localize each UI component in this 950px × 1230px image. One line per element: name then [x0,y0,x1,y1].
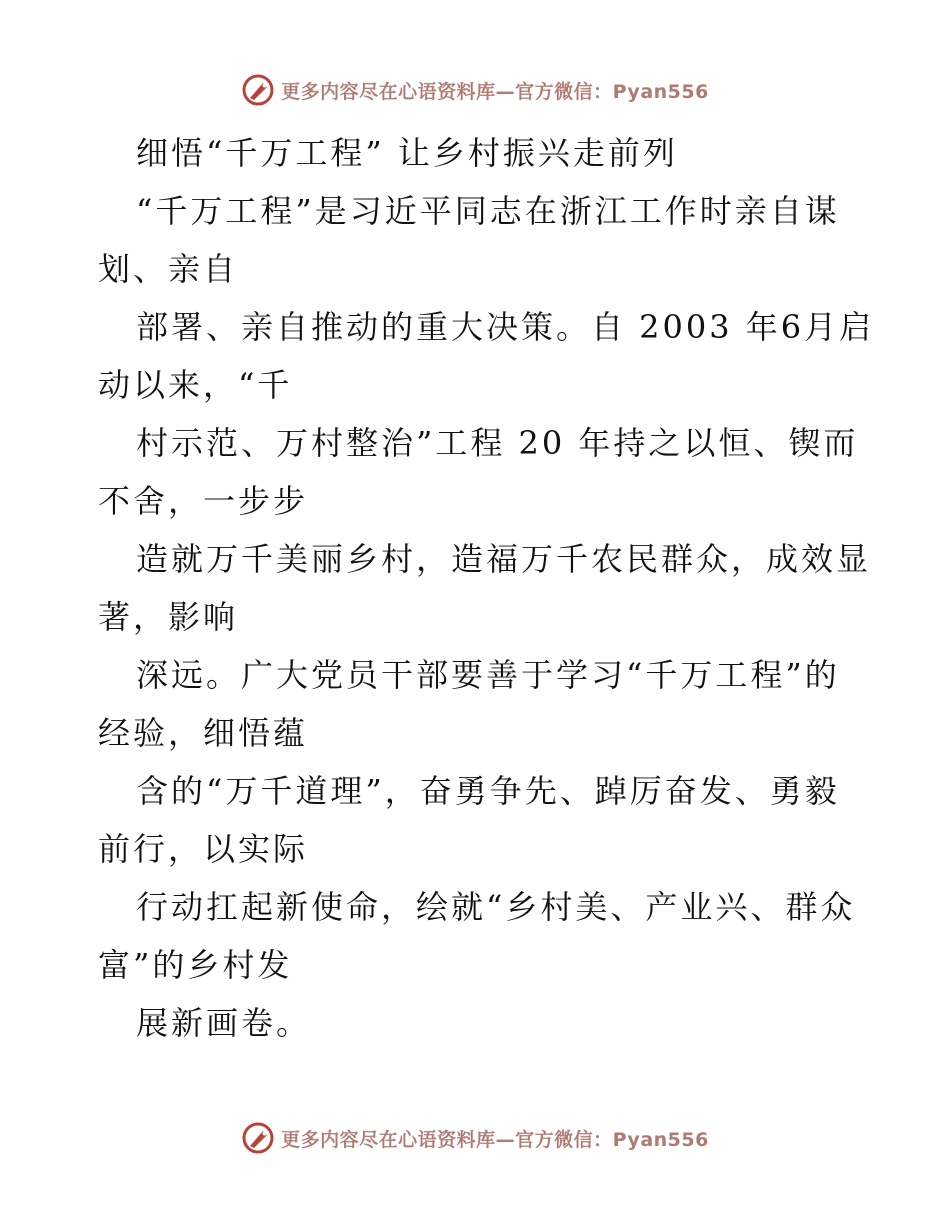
header-banner-text: 更多内容尽在心语资料库—官方微信：Pyan556 [281,80,709,103]
paragraph-line: 部署、亲自推动的重大决策。自 2003 年6月启 [136,308,875,346]
paragraph-line: 著，影响 [98,598,239,636]
footer-banner [0,1118,950,1158]
paragraph-line: 富”的乡村发 [98,946,293,984]
paragraph-line: 划、亲自 [98,250,239,288]
paragraph-line: 行动扛起新使命，绘就“乡村美、产业兴、群众 [136,888,856,926]
paragraph-line: 前行，以实际 [98,830,309,868]
paragraph-line: 村示范、万村整治”工程 20 年持之以恒、锲而 [136,424,859,462]
paragraph-line: 展新画卷。 [136,1004,312,1042]
footer-banner-text: 更多内容尽在心语资料库—官方微信：Pyan556 [281,1128,709,1151]
paragraph-line: 含的“万千道理”，奋勇争先、踔厉奋发、勇毅 [136,772,840,810]
pen-nib-logo-icon [241,1121,275,1155]
document-title: 细悟“千万工程” 让乡村振兴走前列 [136,134,678,172]
pen-nib-logo-icon [241,73,275,107]
paragraph-line: 动以来，“千 [98,366,293,404]
header-banner [0,70,950,110]
paragraph-line: 造就万千美丽乡村，造福万千农民群众，成效显 [136,540,872,578]
paragraph-line: 经验，细悟蕴 [98,714,309,752]
paragraph-line: 深远。广大党员干部要善于学习“千万工程”的 [136,656,840,694]
paragraph-line: 不舍，一步步 [98,482,309,520]
document-body [98,124,875,1052]
paragraph-line: “千万工程”是习近平同志在浙江工作时亲自谋 [136,192,840,230]
